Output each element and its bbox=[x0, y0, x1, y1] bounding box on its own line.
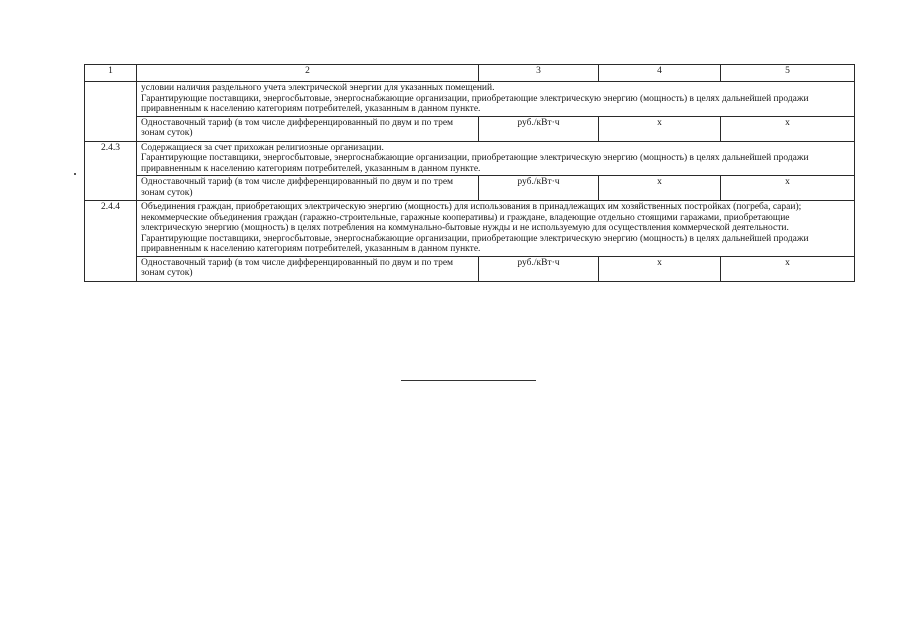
tariff-col5: x bbox=[721, 256, 855, 281]
tariff-unit: руб./кВт·ч bbox=[479, 176, 599, 201]
tariff-col5: x bbox=[721, 116, 855, 141]
description-paragraph: Объединения граждан, приобретающих электрическую энергию (мощность) для использования в принадлежащих им хозяйственных постройках (погреба, сараи); некоммерческие объединения граждан (гаражно-строительные, гаражные кооперативы) и граждане, владеющие отдельно стоящими гаражами, приобретающие электрическую энергию (мощность) в целях потребления на коммунально-бытовые нужды и не используемую для осуществления коммерческой деятельности. bbox=[141, 202, 802, 233]
section-description bbox=[137, 201, 855, 257]
tariff-col4: x bbox=[599, 116, 721, 141]
tariff-unit: руб./кВт·ч bbox=[479, 256, 599, 281]
section-description bbox=[137, 82, 855, 117]
header-cell-4: 4 bbox=[599, 65, 721, 82]
section-description-row bbox=[85, 141, 855, 176]
scan-speck bbox=[74, 173, 76, 175]
tariff-col5: x bbox=[721, 176, 855, 201]
section-code: 2.4.3 bbox=[85, 141, 137, 201]
description-paragraph: Гарантирующие поставщики, энергосбытовые, энергоснабжающие организации, приобретающие электрическую энергию (мощность) в целях дальнейшей продажи приравненным к населению категориям потребителей, указанным в данном пункте. bbox=[141, 93, 809, 114]
tariff-name: Одноставочный тариф (в том числе дифференцированный по двум и по трем зонам суток) bbox=[137, 256, 479, 281]
tariff-name: Одноставочный тариф (в том числе дифференцированный по двум и по трем зонам суток) bbox=[137, 116, 479, 141]
header-row bbox=[85, 65, 855, 82]
footnote-divider bbox=[401, 380, 536, 381]
tariff-unit: руб./кВт·ч bbox=[479, 116, 599, 141]
tariff-table bbox=[84, 64, 855, 282]
section-code: 2.4.4 bbox=[85, 201, 137, 282]
description-paragraph: Содержащиеся за счет прихожан религиозные организации. bbox=[141, 142, 384, 153]
header-cell-1: 1 bbox=[85, 65, 137, 82]
section-description-row bbox=[85, 82, 855, 117]
tariff-name: Одноставочный тариф (в том числе дифференцированный по двум и по трем зонам суток) bbox=[137, 176, 479, 201]
section-description-row bbox=[85, 201, 855, 257]
tariff-col4: x bbox=[599, 256, 721, 281]
section-code bbox=[85, 82, 137, 142]
tariff-row bbox=[85, 116, 855, 141]
description-paragraph: условии наличия раздельного учета электрической энергии для указанных помещений. bbox=[141, 83, 495, 93]
header-cell-5: 5 bbox=[721, 65, 855, 82]
description-paragraph: Гарантирующие поставщики, энергосбытовые, энергоснабжающие организации, приобретающие электрическую энергию (мощность) в целях дальнейшей продажи приравненным к населению категориям потребителей, указанным в данном пункте. bbox=[141, 153, 809, 174]
tariff-row bbox=[85, 256, 855, 281]
tariff-col4: x bbox=[599, 176, 721, 201]
header-cell-3: 3 bbox=[479, 65, 599, 82]
description-paragraph: Гарантирующие поставщики, энергосбытовые, энергоснабжающие организации, приобретающие электрическую энергию (мощность) в целях дальнейшей продажи приравненным к населению категориям потребителей, указанным в данном пункте. bbox=[141, 233, 809, 254]
header-cell-2: 2 bbox=[137, 65, 479, 82]
section-description bbox=[137, 141, 855, 176]
tariff-row bbox=[85, 176, 855, 201]
